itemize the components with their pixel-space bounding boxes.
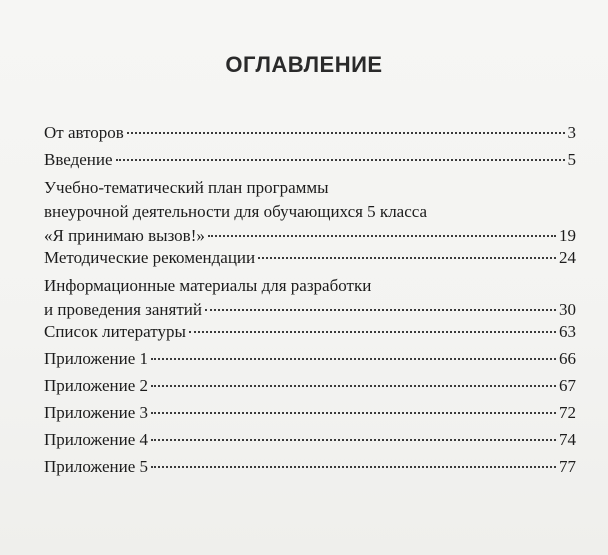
- toc-leader-dots: [189, 331, 556, 333]
- toc-page-number: 74: [559, 430, 576, 449]
- toc-entry-line: [44, 401, 576, 425]
- toc-entry-title: От авторов: [44, 123, 124, 142]
- toc-entry-title: Приложение 4: [44, 430, 148, 449]
- toc-entry[interactable]: [44, 374, 576, 398]
- toc-entry-line: [44, 298, 576, 322]
- toc-entry-title: «Я принимаю вызов!»: [44, 226, 205, 245]
- toc-entry-line: [44, 246, 576, 270]
- toc-page-number: 77: [559, 457, 576, 476]
- toc-entry[interactable]: [44, 274, 576, 322]
- toc-page-number: 67: [559, 376, 576, 395]
- toc-entry[interactable]: [44, 455, 576, 479]
- toc-entry-title: Приложение 3: [44, 403, 148, 422]
- toc-entry-line: [44, 121, 576, 145]
- toc-leader-dots: [151, 412, 556, 414]
- toc-entry-title-line: Информационные материалы для разработки: [44, 276, 372, 295]
- toc-entry-title: Приложение 1: [44, 349, 148, 368]
- toc-leader-dots: [151, 466, 556, 468]
- toc-page-number: 5: [567, 150, 576, 169]
- toc-leader-dots: [151, 358, 556, 360]
- toc-page-number: 19: [559, 226, 576, 245]
- toc-entry-line: [44, 374, 576, 398]
- toc-entry-title-line: внеурочной деятельности для обучающихся 5 класса: [44, 202, 428, 221]
- toc-entry-title-line: Учебно-тематический план программы: [44, 178, 329, 197]
- toc-page-number: 72: [559, 403, 576, 422]
- toc-entry-title: и проведения занятий: [44, 300, 202, 319]
- toc-leader-dots: [208, 235, 556, 237]
- toc-leader-dots: [127, 132, 565, 134]
- toc-entry-line: [44, 148, 576, 172]
- toc-entry[interactable]: [44, 121, 576, 145]
- toc-page-number: 24: [559, 248, 576, 267]
- toc-page-number: 3: [567, 123, 576, 142]
- toc-entry[interactable]: [44, 148, 576, 172]
- toc-leader-dots: [258, 257, 556, 259]
- toc-leader-dots: [151, 439, 556, 441]
- toc-entry-title: Приложение 5: [44, 457, 148, 476]
- toc-entry[interactable]: [44, 428, 576, 452]
- toc-page-number: 66: [559, 349, 576, 368]
- toc-entry-line: [44, 320, 576, 344]
- toc-page-number: 63: [559, 322, 576, 341]
- toc-entry[interactable]: [44, 246, 576, 270]
- toc-entry-title: Методические рекомендации: [44, 248, 256, 267]
- toc-entry-line: [44, 455, 576, 479]
- toc-entry-title: Приложение 2: [44, 376, 148, 395]
- toc-entry-title: Список литературы: [44, 322, 186, 341]
- toc-entry[interactable]: [44, 320, 576, 344]
- toc-entry-line: [44, 224, 576, 248]
- toc-leader-dots: [205, 309, 556, 311]
- toc-entry[interactable]: [44, 401, 576, 425]
- toc-entry-line: [44, 428, 576, 452]
- toc-leader-dots: [116, 159, 565, 161]
- toc-entry-line: [44, 347, 576, 371]
- table-of-contents: [44, 0, 576, 555]
- page-title: ОГЛАВЛЕНИЕ: [225, 52, 383, 77]
- toc-page-number: 30: [559, 300, 576, 319]
- toc-entry[interactable]: [44, 176, 576, 248]
- toc-entry-title: Введение: [44, 150, 113, 169]
- toc-entry[interactable]: [44, 347, 576, 371]
- toc-leader-dots: [151, 385, 556, 387]
